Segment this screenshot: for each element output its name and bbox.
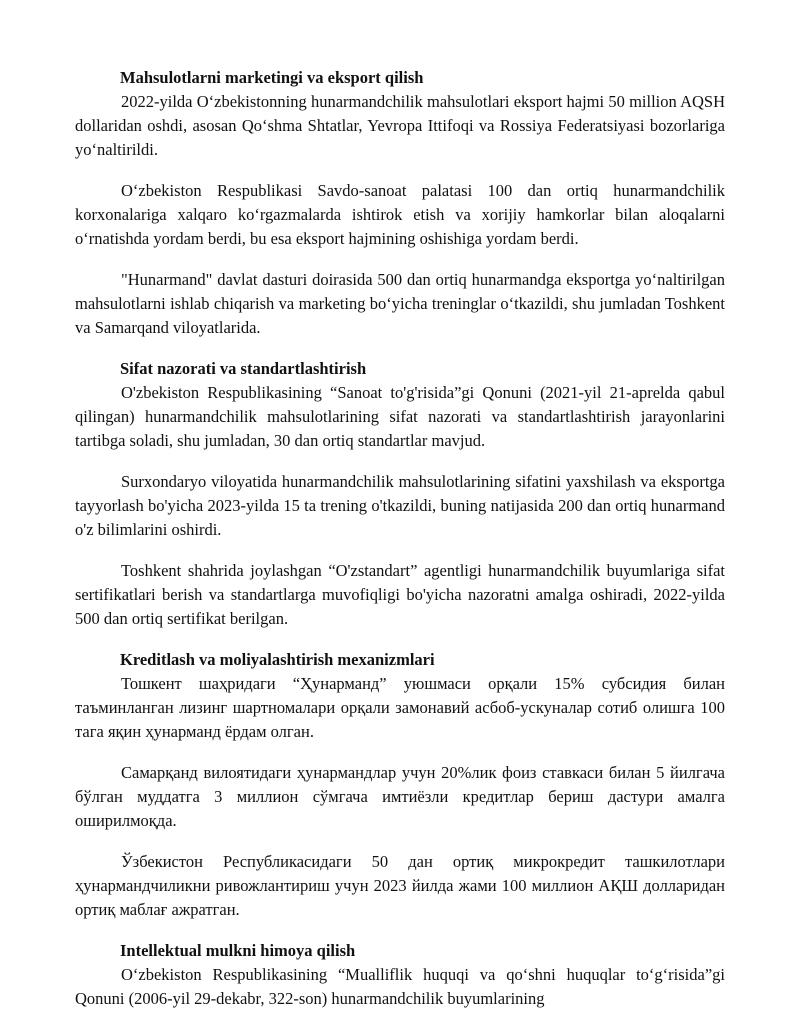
paragraph: Самарқанд вилоятидаги ҳунармандлар учун 20%лик фоиз ставкаси билан 5 йилгача бўлган муддатга 3 миллион сўмгача имтиёзли кредитлар бериш дастури амалга оширилмоқда. [75,763,725,830]
paragraph: O‘zbekiston Respublikasi Savdo-sanoat palatasi 100 dan ortiq hunarmandchilik korxonalariga xalqaro ko‘rgazmalarda ishtirok etish va xorijiy hamkorlar bilan aloqalarni o‘rnatishda yordam berdi, bu esa eksport hajmining oshishiga yordam berdi. [75,181,725,248]
paragraph: Ўзбекистон Республикасидаги 50 дан ортиқ микрокредит ташкилотлари ҳунармандчиликни ривожлантириш учун 2023 йилда жами 100 миллион АҚШ долларидан ортиқ маблағ ажратган. [75,852,725,919]
paragraph: Surxondaryo viloyatida hunarmandchilik mahsulotlarining sifatini yaxshilash va eksportga tayyorlash bo'yicha 2023-yilda 15 ta trening o'tkazildi, buning natijasida 200 dan ortiq hunarmand o'z bilimlarini oshirdi. [75,472,725,539]
section-intellectual-property [75,939,725,1011]
paragraph: O'zbekiston Respublikasining “Sanoat to'g'risida”gi Qonuni (2021-yil 21-aprelda qabul qilingan) hunarmandchilik mahsulotlarining sifat nazorati va standartlashtirish jarayonlarini tartibga soladi, shu jumladan, 30 dan ortiq standartlar mavjud. [75,383,725,450]
section-heading: Sifat nazorati va standartlashtirish [120,359,367,378]
section-quality-control [75,357,725,631]
section-heading: Mahsulotlarni marketingi va eksport qilish [120,68,424,87]
document-page [75,66,725,1028]
section-marketing-export [75,66,725,340]
section-heading: Kreditlash va moliyalashtirish mexanizmlari [120,650,435,669]
paragraph: Toshkent shahrida joylashgan “O'zstandart” agentligi hunarmandchilik buyumlariga sifat sertifikatlari berish va standartlarga muvofiqligi bo'yicha nazoratni amalga oshiradi, 2022-yilda 500 dan ortiq sertifikat berilgan. [75,561,725,628]
paragraph: 2022-yilda O‘zbekistonning hunarmandchilik mahsulotlari eksport hajmi 50 million AQSH dollaridan oshdi, asosan Qo‘shma Shtatlar, Yevropa Ittifoqi va Rossiya Federatsiyasi bozorlariga yo‘naltirildi. [75,92,725,159]
paragraph: Тошкент шаҳридаги “Ҳунарманд” уюшмаси орқали 15% субсидия билан таъминланган лизинг шартномалари орқали замонавий асбоб-ускуналар сотиб олишга 100 тага яқин ҳунарманд ёрдам олган. [75,674,725,741]
paragraph: O‘zbekiston Respublikasining “Mualliflik huquqi va qo‘shni huquqlar to‘g‘risida”gi Qonuni (2006-yil 29-dekabr, 322-son) hunarmandchilik buyumlarining [75,965,725,1008]
paragraph: "Hunarmand" davlat dasturi doirasida 500 dan ortiq hunarmandga eksportga yo‘naltirilgan mahsulotlarni ishlab chiqarish va marketing bo‘yicha treninglar o‘tkazildi, shu jumladan Toshkent va Samarqand viloyatlarida. [75,270,725,337]
section-crediting-financing [75,648,725,922]
section-heading: Intellektual mulkni himoya qilish [120,941,356,960]
